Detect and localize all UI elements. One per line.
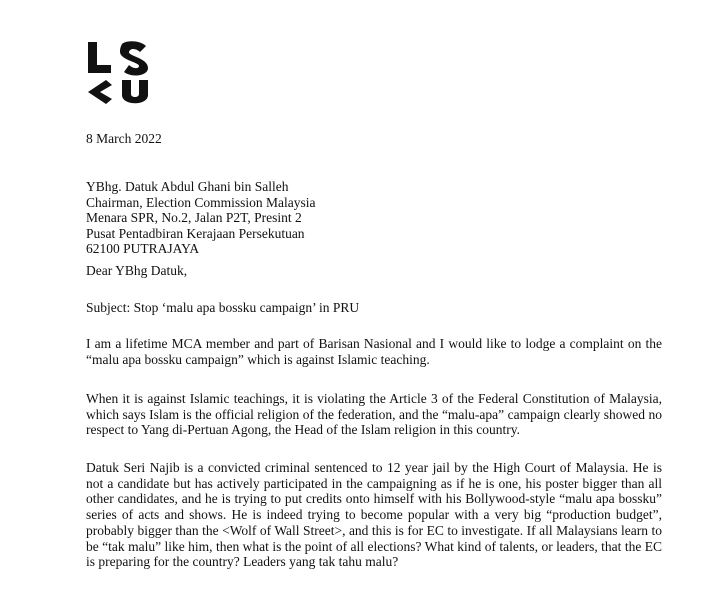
recipient-name: YBhg. Datuk Abdul Ghani bin Salleh: [86, 179, 289, 194]
body-paragraph-2: When it is against Islamic teachings, it is violating the Article 3 of the Federal Constitution of Malaysia, which says Islam is the official religion of the federation, and the “malu-apa” campaign clearly showed no respect to Yang di-Pertuan Agong, the Head of the Islam religion in this country.: [86, 391, 662, 438]
subject-line: Subject: Stop ‘malu apa bossku campaign’ in PRU: [86, 300, 360, 315]
recipient-address: [86, 179, 315, 257]
recipient-area: Pusat Pentadbiran Kerajaan Persekutuan: [86, 225, 305, 241]
recipient-street: Menara SPR, No.2, Jalan P2T, Presint 2: [86, 210, 302, 226]
recipient-title: Chairman, Election Commission Malaysia: [86, 194, 316, 210]
body-paragraph-1: I am a lifetime MCA member and part of Barisan Nasional and I would like to lodge a complaint on the “malu apa bossku campaign” which is against Islamic teaching.: [86, 336, 662, 367]
body-paragraph-3: Datuk Seri Najib is a convicted criminal sentenced to 12 year jail by the High Court of Malaysia. He is not a candidate but has actively participated in the campaigning as if he is one, his poster bigger than all other candidates, and he is trying to put credits onto himself with his Bollywood-style “malu apa bossku” series of acts and shows. He is indeed trying to become popular with a very big “production budget”, probably bigger than the <Wolf of Wall Street>, and this is for EC to investigate. If all Malaysians learn to be “tak malu” like him, then what is the point of all elections? What kind of talents, or leaders, that the EC is preparing for the country? Leaders yang tak tahu malu?: [86, 460, 662, 570]
logo-text: LSKU: [86, 40, 89, 41]
salutation: Dear YBhg Datuk,: [86, 263, 188, 278]
lsku-logo: [86, 40, 156, 112]
recipient-postcode-city: 62100 PUTRAJAYA: [86, 241, 200, 257]
letter-date: 8 March 2022: [86, 131, 162, 146]
